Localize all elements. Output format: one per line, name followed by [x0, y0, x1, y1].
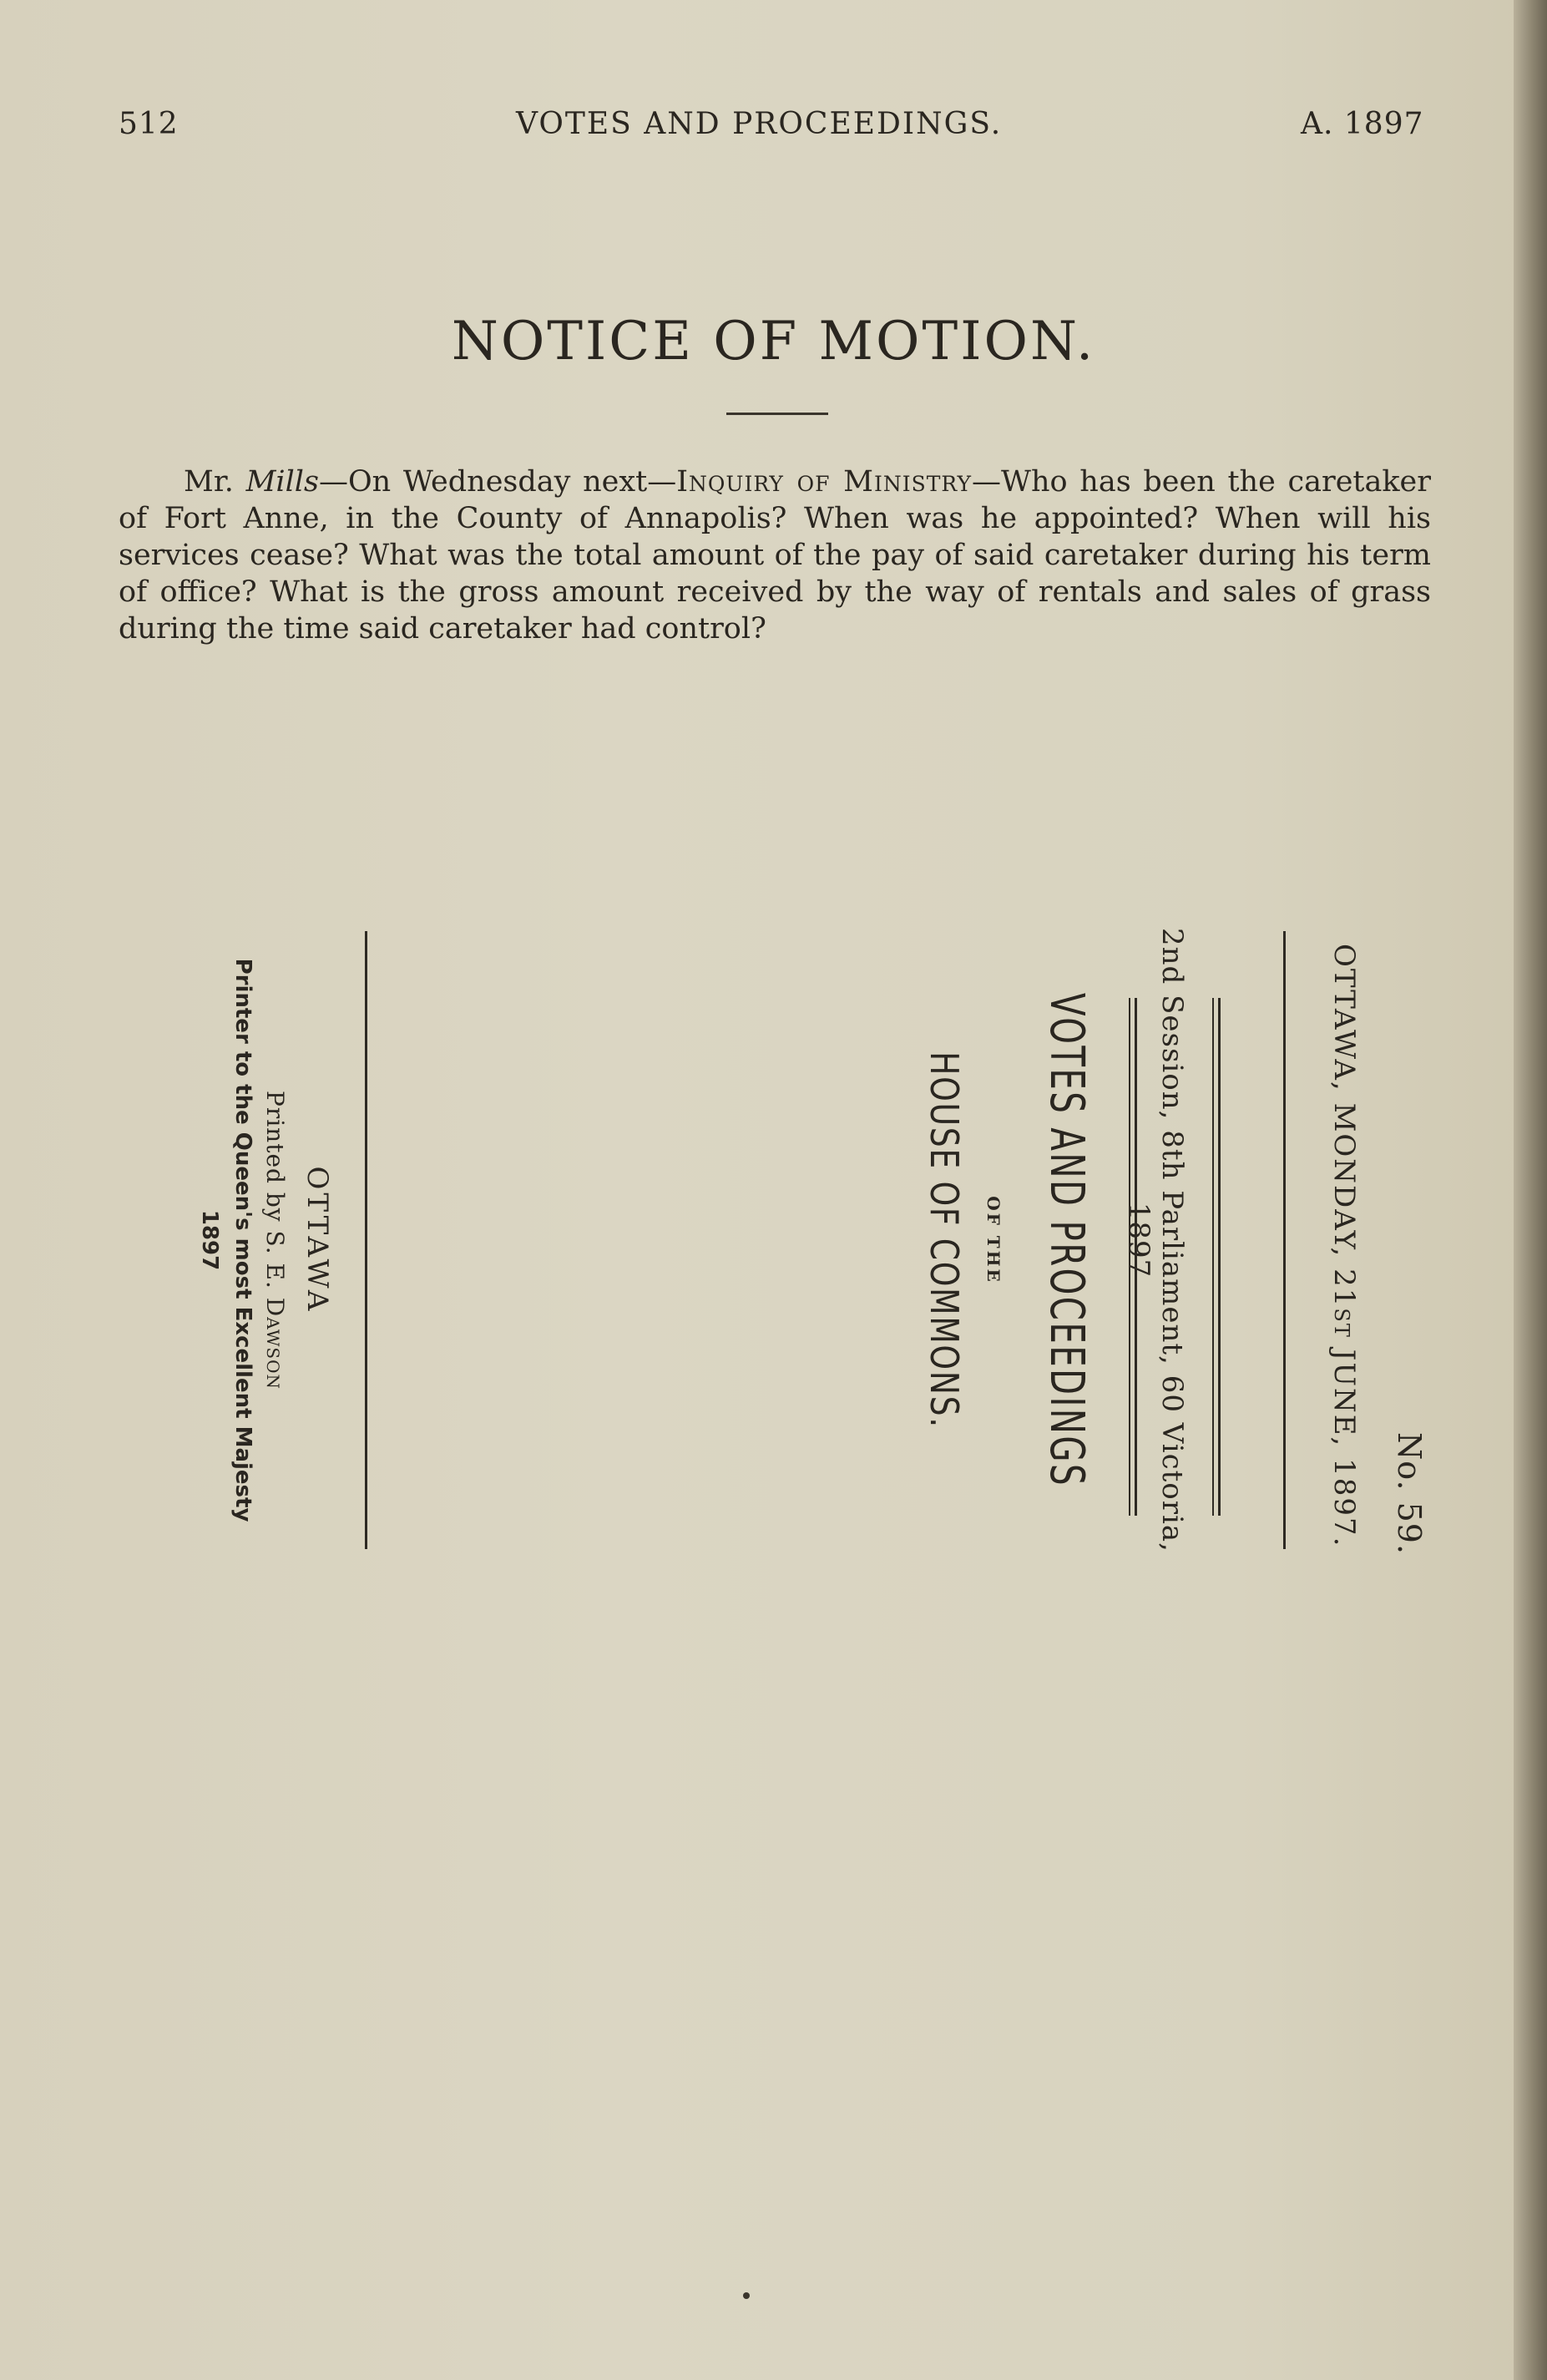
motion-paragraph [119, 463, 1431, 647]
issue-date [1327, 944, 1361, 1548]
ink-dot [743, 2292, 750, 2299]
running-title: VOTES AND PROCEEDINGS. [516, 107, 1003, 141]
cover-city: OTTAWA [301, 1166, 334, 1314]
cover-rule [1212, 998, 1214, 1516]
title-rule [726, 413, 828, 415]
issue-date-suffix: JUNE, 1897. [1327, 1338, 1361, 1548]
cover-title: VOTES AND PROCEEDINGS [1039, 993, 1094, 1487]
inquiry-label: Inquiry of Ministry [676, 465, 972, 499]
cover-rule [365, 931, 367, 1549]
motion-prefix: Mr. [184, 465, 246, 499]
issue-number: No. 59. [1391, 1432, 1428, 1556]
printed-by-prefix: Printed by [261, 1091, 289, 1231]
print-year: 1897 [197, 1209, 222, 1271]
printer-name: S. E. Dawson [261, 1230, 289, 1390]
cover-of-the: OF THE [983, 1196, 1004, 1284]
cover-rule [1283, 931, 1286, 1549]
running-header [0, 107, 1547, 157]
page-number: 512 [119, 107, 179, 141]
member-name: Mills [245, 465, 319, 499]
cover-rule [1129, 998, 1130, 1516]
issue-date-prefix: OTTAWA, MONDAY, 21 [1327, 944, 1361, 1309]
cover-rule [1135, 998, 1137, 1516]
cover-house: HOUSE OF COMMONS. [922, 1051, 967, 1429]
printed-by [261, 898, 289, 1582]
rotated-cover [125, 898, 1444, 1582]
motion-body: —Who has been the caretaker of Fort Anne, in the County of Annapolis? When was he appointed? When will his services cease? What was the total amount of the pay of said caretaker during his term of office? What is the gross amount received by the way of rentals and sales of grass during the time said caretaker had control? [119, 465, 1432, 646]
cover-rule [1218, 998, 1221, 1516]
printer-title: Printer to the Queen's most Excellent Majesty [230, 958, 255, 1522]
issue-date-ordinal: ST [1330, 1308, 1353, 1339]
header-year: A. 1897 [1301, 107, 1424, 141]
notice-title: NOTICE OF MOTION. [451, 311, 1096, 372]
motion-lead: —On Wednesday next— [318, 465, 677, 499]
session-line: 2nd Session, 8th Parliament, 60 Victoria, 1897 [1122, 928, 1189, 1552]
back-cover-block [125, 898, 1444, 1582]
